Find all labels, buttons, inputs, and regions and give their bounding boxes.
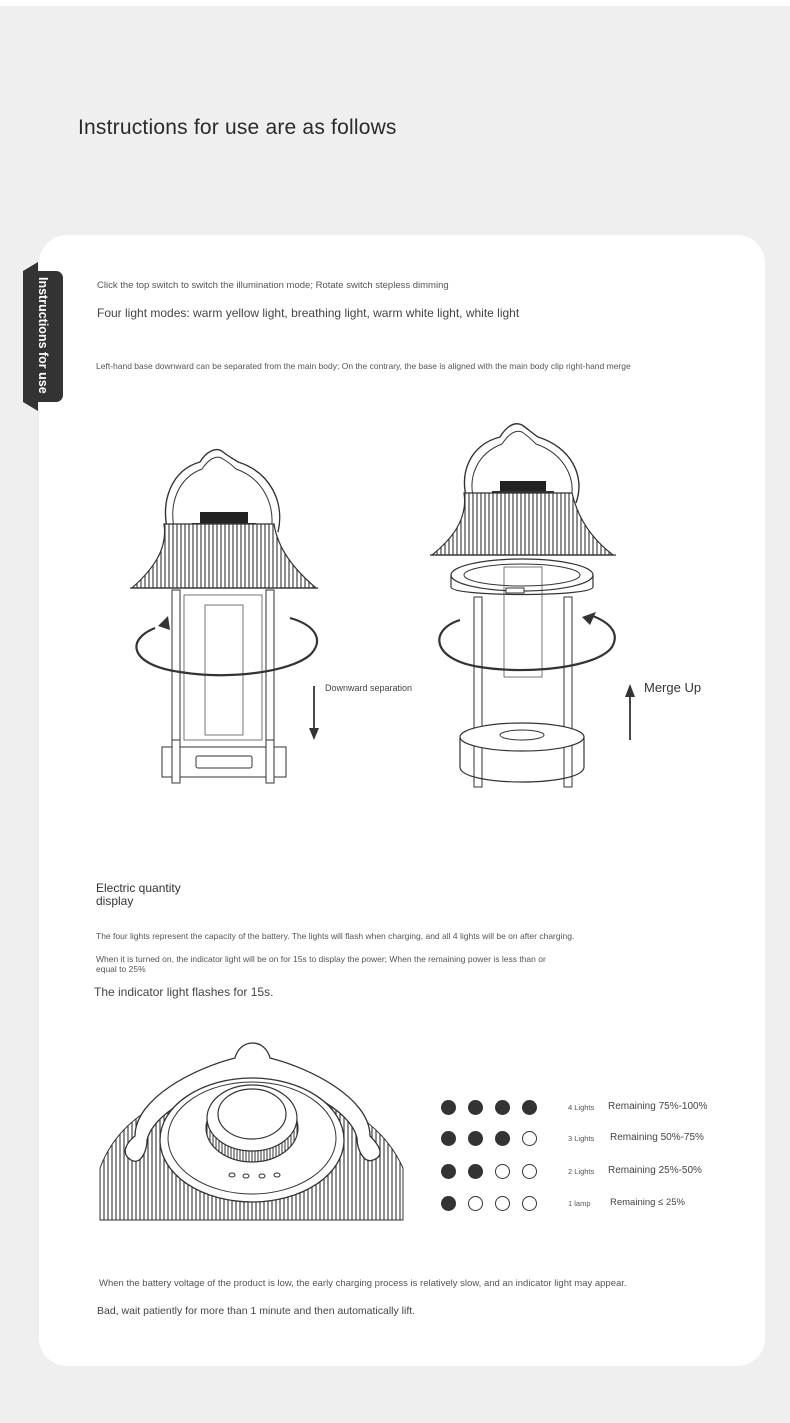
lantern-separation-diagram xyxy=(120,440,340,790)
battery-capacity-text: The four lights represent the capacity of the battery. The lights will flash when charging, and all 4 lights will be on after charging. xyxy=(96,931,575,941)
merge-up-label: Merge Up xyxy=(644,680,702,695)
battery-indicator-dot xyxy=(495,1100,510,1115)
battery-indicator-dot xyxy=(522,1100,537,1115)
battery-lights-label: 1 lamp xyxy=(568,1199,591,1208)
battery-indicator-dot xyxy=(495,1164,510,1179)
battery-indicator-dot xyxy=(441,1164,456,1179)
electric-quantity-heading: Electric quantity display xyxy=(96,881,181,908)
battery-lights-label: 3 Lights xyxy=(568,1134,595,1143)
battery-remaining-label: Remaining ≤ 25% xyxy=(610,1197,685,1208)
battery-indicator-dot xyxy=(441,1196,456,1211)
indicator-on-text: When it is turned on, the indicator light will be on for 15s to display the power; When the remaining power is less than or equal to 25% xyxy=(96,954,546,974)
side-tab xyxy=(23,271,63,402)
battery-lights-label: 4 Lights xyxy=(568,1103,595,1112)
side-tab-label: Instructions for use xyxy=(36,277,50,394)
base-separation-text: Left-hand base downward can be separated from the main body; On the contrary, the base is aligned with the main body clip right-hand merge xyxy=(96,361,631,371)
wait-text: Bad, wait patiently for more than 1 minute and then automatically lift. xyxy=(97,1305,416,1317)
battery-indicator-dot xyxy=(495,1196,510,1211)
battery-indicator-dot xyxy=(468,1196,483,1211)
battery-remaining-label: Remaining 25%-50% xyxy=(608,1165,702,1176)
top-strip xyxy=(0,0,790,6)
battery-indicator-dot xyxy=(441,1100,456,1115)
battery-indicator-dot xyxy=(522,1131,537,1146)
battery-indicator-dot xyxy=(522,1196,537,1211)
page-title: Instructions for use are as follows xyxy=(78,116,397,139)
indicator-flash-text: The indicator light flashes for 15s. xyxy=(94,985,274,999)
battery-indicator-dot xyxy=(468,1100,483,1115)
low-voltage-text: When the battery voltage of the product is low, the early charging process is relatively slow, and an indicator light may appear. xyxy=(99,1278,627,1289)
mode-switch-text: Click the top switch to switch the illumination mode; Rotate switch stepless dimming xyxy=(97,280,449,291)
battery-indicator-dot xyxy=(441,1131,456,1146)
light-modes-text: Four light modes: warm yellow light, breathing light, warm white light, white light xyxy=(97,306,520,320)
battery-indicator-dot xyxy=(468,1131,483,1146)
lantern-merge-diagram xyxy=(420,415,640,795)
battery-indicator-dot xyxy=(495,1131,510,1146)
battery-remaining-label: Remaining 50%-75% xyxy=(610,1132,704,1143)
battery-indicator-dot xyxy=(522,1164,537,1179)
battery-remaining-label: Remaining 75%-100% xyxy=(608,1101,708,1112)
downward-separation-label: Downward separation xyxy=(325,683,413,693)
battery-indicator-dot xyxy=(468,1164,483,1179)
lamp-top-view-illustration xyxy=(95,1028,410,1228)
battery-lights-label: 2 Lights xyxy=(568,1167,595,1176)
